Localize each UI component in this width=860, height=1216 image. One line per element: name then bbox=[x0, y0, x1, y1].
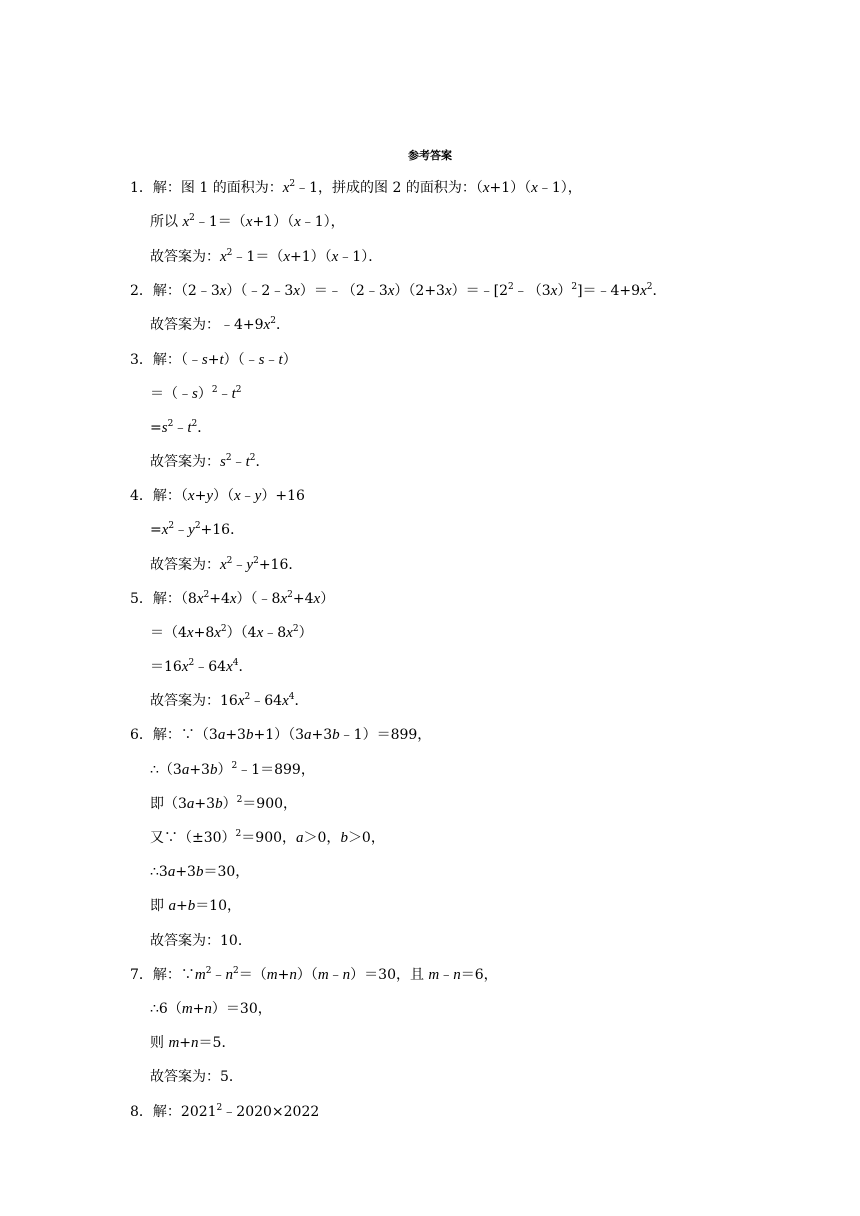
answer-1-line-1: 1．解：图 1 的面积为：$x^2﹣1$，拼成的图 2 的面积为：（x+1）（x﹣1）， bbox=[130, 179, 582, 196]
answer-2-line-2: 故答案为：$﹣4+9x^2$． bbox=[150, 316, 290, 333]
answer-2-line-1: 2．解：$(2﹣3x)(﹣2﹣3x)=﹣(2﹣3x)(2+3x)=﹣[2^2﹣(3x)^2]=﹣4+9x^2$． bbox=[130, 282, 667, 299]
answer-3-line-4: 故答案为：$s^2﹣t^2$． bbox=[150, 453, 270, 470]
answer-6-line-4: 又$\because(\pm 30)^2=900$，a＞0，b＞0， bbox=[150, 829, 385, 846]
answer-7-line-3: 则 m+n＝5． bbox=[150, 1035, 236, 1051]
answer-4-line-2: $=x^2﹣y^2+16$． bbox=[150, 521, 245, 538]
answer-6-line-5: ∴3a+3b＝30， bbox=[150, 864, 250, 880]
answer-3-line-2: $=(﹣s)^2﹣t^2$ bbox=[150, 385, 242, 402]
answer-6-line-1: 6．解：∵（3a+3b+1）（3a+3b﹣1）＝899， bbox=[130, 727, 432, 743]
answer-1-line-3: 故答案为：$x^2﹣1=(x+1)(x﹣1)$． bbox=[150, 248, 383, 265]
answer-5-line-2: $=(4x+8x^2)(4x﹣8x^2)$ bbox=[150, 624, 313, 641]
answer-1-line-2: 所以 $x^2﹣1=(x+1)(x﹣1)$， bbox=[150, 213, 345, 230]
answer-7-line-1: 7．解：$\because m^2﹣n^2=(m+n)(m﹣n)=30$，且 m﹣n＝6， bbox=[130, 966, 498, 983]
answer-5-line-1: 5．解：$(8x^2+4x)(﹣8x^2+4x)$ bbox=[130, 590, 335, 607]
answer-5-line-4: 故答案为：$16x^2﹣64x^4$． bbox=[150, 692, 309, 709]
answer-8-line-1: 8．解：$2021^2﹣2020\times 2022$ bbox=[130, 1103, 320, 1120]
answer-4-line-3: 故答案为：$x^2﹣y^2+16$． bbox=[150, 556, 303, 573]
answer-7-line-4: 故答案为：5． bbox=[150, 1069, 243, 1085]
answer-7-line-2: ∴6（m+n）＝30， bbox=[150, 1001, 272, 1017]
answer-4-line-1: 4．解：（x+y）（x﹣y）+16 bbox=[130, 488, 305, 504]
answer-6-line-2: $\therefore(3a+3b)^2﹣1=899$， bbox=[150, 761, 315, 778]
answer-3-line-1: 3．解：（﹣s+t）（﹣s﹣t） bbox=[130, 352, 297, 368]
answer-3-line-3: $=s^2﹣t^2$． bbox=[150, 419, 212, 436]
answer-6-line-3: 即$(3a+3b)^2=900$， bbox=[150, 795, 298, 812]
answer-6-line-6: 即 a+b＝10， bbox=[150, 898, 242, 914]
answer-6-line-7: 故答案为：10． bbox=[150, 933, 252, 949]
page-title: 参考答案 bbox=[408, 149, 452, 162]
answer-5-line-3: $=16x^2﹣64x^4$． bbox=[150, 658, 253, 675]
